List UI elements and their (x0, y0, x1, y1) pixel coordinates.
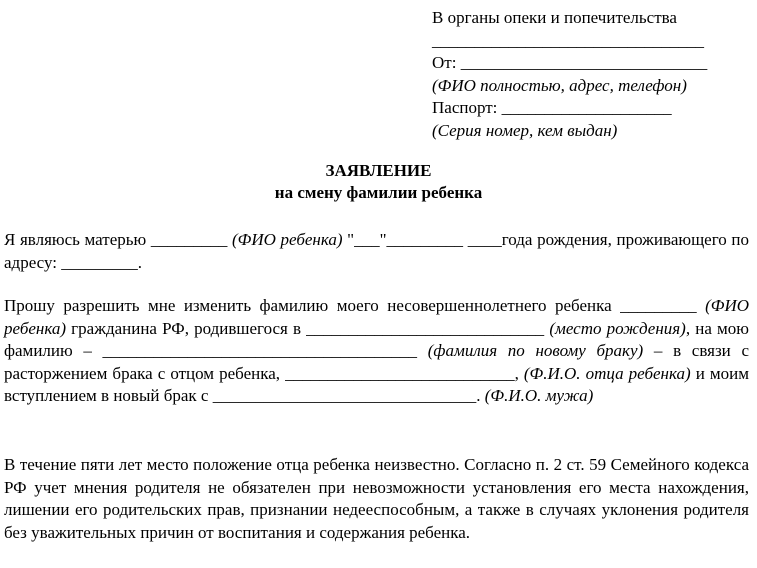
from-blank: _____________________________ (460, 53, 708, 72)
passport-label: Паспорт: (432, 98, 498, 117)
title-main: ЗАЯВЛЕНИЕ (325, 161, 432, 180)
from-hint: (ФИО полностью, адрес, телефон) (432, 75, 687, 95)
p2-text-5: и моим вступлением в новый брак с _______________________________. (4, 363, 749, 405)
from-line (432, 52, 752, 75)
p2-text-1: Прошу разрешить мне изменить фамилию моего несовершеннолетнего ребенка _________ (4, 296, 706, 315)
p2-hint-father-name: (Ф.И.О. отца ребенка) (523, 363, 691, 383)
paragraph-3: В течение пяти лет место положение отца ребенка неизвестно. Согласно п. 2 ст. 59 Семейного кодекса РФ учет мнения родителя не обязателен при невозможности установления его места нахождения, лишении его родительских прав, признании недееспособным, а также в случаях уклонения родителя без уважительных причин от воспитания и содержания ребенка. (4, 455, 749, 542)
p2-text-2: гражданина РФ, родившегося в ____________________________ (66, 318, 550, 338)
passport-hint: (Серия номер, кем выдан) (432, 120, 618, 140)
from-label: От: (432, 53, 457, 72)
p1-hint-child-name: (ФИО ребенка) (231, 230, 343, 249)
addressee-blank: ________________________________ (432, 30, 704, 50)
p1-text-2: "___"_________ ____года рождения, проживающего по адресу: _________. (4, 230, 749, 272)
p1-text-1: Я являюсь матерью _________ (4, 230, 232, 249)
addressee-line: В органы опеки и попечительства (432, 8, 677, 27)
addressee-block (432, 7, 752, 142)
p2-text-3: , на мою фамилию – _____________________________________ (4, 318, 749, 360)
p2-hint-birthplace: (место рождения) (549, 318, 686, 338)
p2-hint-new-surname: (фамилия по новому браку) (427, 341, 644, 360)
p2-hint-husband-name: (Ф.И.О. мужа) (484, 386, 594, 405)
document-title (0, 160, 757, 204)
paragraph-1 (4, 229, 749, 274)
p2-text-4: – в связи с расторжением брака с отцом ребенка, ___________________________, (4, 341, 749, 383)
passport-blank: ____________________ (501, 98, 672, 117)
passport-line (432, 97, 752, 120)
title-sub: на смену фамилии ребенка (274, 183, 483, 202)
paragraph-2 (4, 295, 749, 408)
p2-hint-child-name: (ФИО ребенка) (4, 296, 749, 338)
